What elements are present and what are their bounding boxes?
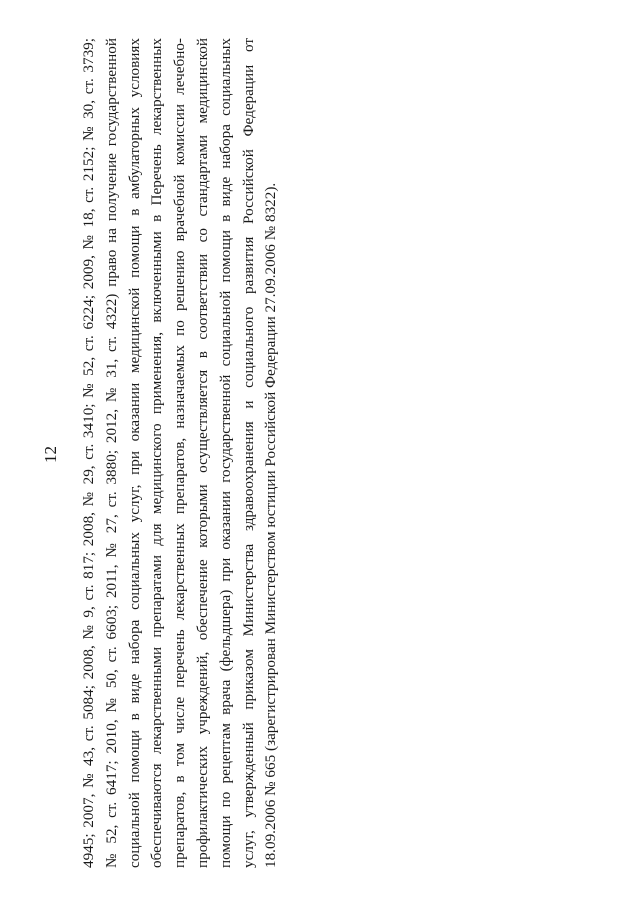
text-line: 4945; 2007, № 43, ст. 5084; 2008, № 9, ст. 817; 2008, № 29, ст. 3410; № 52, ст. 6224; 2009, № 18, ст. 2152; № 30, ст. 3739; <box>80 38 97 868</box>
text-line: услуг, утвержденный приказом Министерства здравоохранения и социального развития Российской Федерации от <box>239 38 257 868</box>
text-line: препаратов, в том числе перечень лекарственных препаратов, назначаемых по решению врачебной комиссии лечебно- <box>171 38 189 868</box>
text-line: 18.09.2006 № 665 (зарегистрирован Министерством юстиции Российской Федерации 27.09.2006 № 8322). <box>262 182 280 868</box>
page-number: 12 <box>41 446 60 463</box>
text-line: № 52, ст. 6417; 2010, № 50, ст. 6603; 2011, № 27, ст. 3880; 2012, № 31, ст. 4322) право на получение государственной <box>102 38 120 868</box>
text-line: социальной помощи в виде набора социальных услуг, при оказании медицинской помощи в амбулаторных условиях <box>125 38 143 868</box>
text-line: обеспечиваются лекарственными препаратами для медицинского применения, включенными в Перечень лекарственных <box>148 38 166 868</box>
body-text <box>78 38 283 868</box>
text-line: профилактических учреждений, обеспечение которыми осуществляется в соответствии со стандартами медицинской <box>193 38 211 868</box>
text-line: помощи по рецептам врача (фельдшера) при оказании государственной социальной помощи в виде набора социальных <box>216 38 234 868</box>
